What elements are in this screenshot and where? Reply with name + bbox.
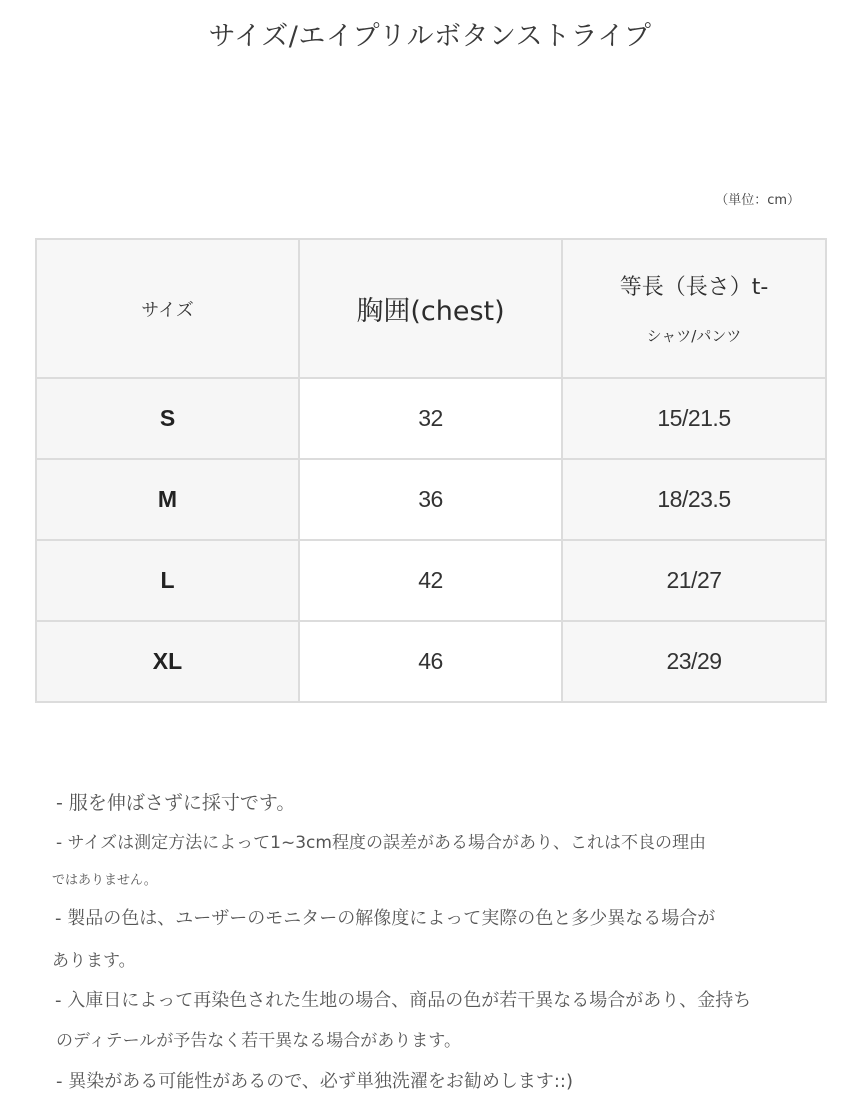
- table-header-row: [36, 239, 826, 378]
- note-line: のディテールが予告なく若干異なる場合があります。: [56, 1031, 461, 1051]
- header-length-sublabel: シャツ/パンツ: [646, 326, 742, 345]
- header-length-cell: [562, 239, 826, 378]
- chest-cell: [299, 459, 562, 540]
- chest-cell: [299, 540, 562, 621]
- page-title: サイズ/エイプリルボタンストライプ: [208, 21, 652, 52]
- chest-cell: [299, 621, 562, 702]
- chest-value: 46: [418, 648, 443, 674]
- size-cell: [36, 621, 299, 702]
- size-label: L: [160, 567, 175, 593]
- table-row: [36, 540, 826, 621]
- header-chest-cell: [299, 239, 562, 378]
- note-line: - サイズは測定方法によって1~3cm程度の誤差がある場合があり、これは不良の理由: [56, 833, 706, 853]
- length-cell: [562, 378, 826, 459]
- header-size-cell: [36, 239, 299, 378]
- size-cell: [36, 378, 299, 459]
- length-value: 18/23.5: [657, 486, 731, 512]
- note-line: - 製品の色は、ユーザーのモニターの解像度によって実際の色と多少異なる場合が: [55, 908, 716, 929]
- note-line: - 異染がある可能性があるので、必ず単独洗濯をお勧めします::): [56, 1071, 574, 1092]
- length-value: 21/27: [666, 567, 722, 593]
- note-line: - 入庫日によって再染色された生地の場合、商品の色が若干異なる場合があり、金持ち: [55, 990, 752, 1011]
- size-label: S: [159, 405, 176, 431]
- size-cell: [36, 540, 299, 621]
- length-cell: [562, 621, 826, 702]
- note-line: ではありません。: [52, 873, 157, 888]
- header-chest-label: 胸囲(chest): [356, 296, 505, 327]
- table-row: [36, 459, 826, 540]
- header-size-label: サイズ: [141, 299, 194, 321]
- chest-cell: [299, 378, 562, 459]
- size-label: XL: [152, 648, 183, 674]
- note-line: - 服を伸ばさずに採寸です。: [56, 792, 296, 814]
- length-cell: [562, 540, 826, 621]
- table-row: [36, 621, 826, 702]
- unit-note: （単位：cm）: [715, 193, 800, 208]
- size-chart-table: [35, 238, 827, 703]
- size-label: M: [157, 486, 178, 512]
- chest-value: 42: [418, 567, 443, 593]
- header-length-label: 等長（長さ）t-: [619, 274, 769, 300]
- length-cell: [562, 459, 826, 540]
- note-line: あります。: [52, 951, 136, 971]
- size-cell: [36, 459, 299, 540]
- table-row: [36, 378, 826, 459]
- chest-value: 32: [418, 405, 443, 431]
- length-value: 23/29: [666, 648, 722, 674]
- length-value: 15/21.5: [657, 405, 731, 431]
- chest-value: 36: [418, 486, 443, 512]
